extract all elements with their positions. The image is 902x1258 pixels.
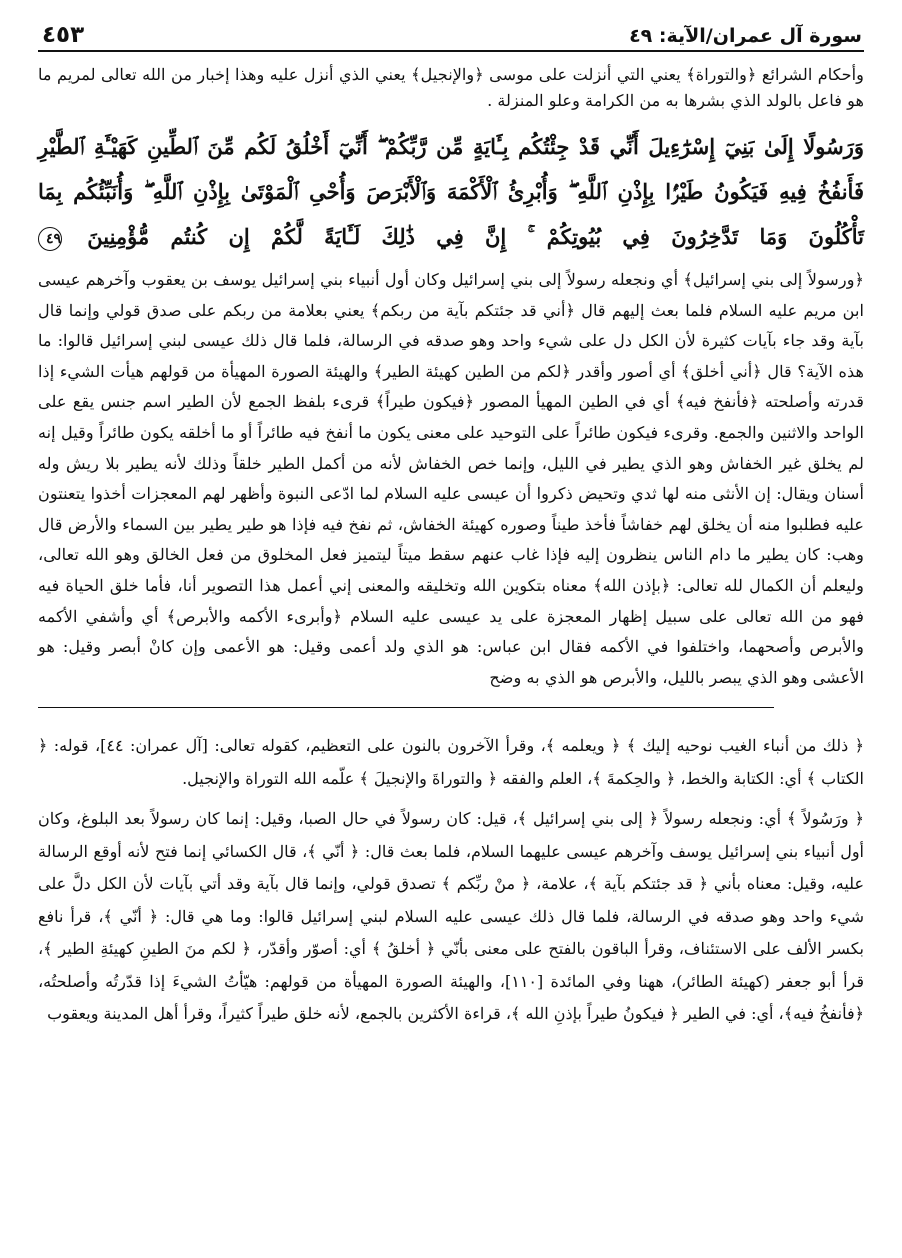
footnote-paragraph-2: ﴿ ورَسُولاً ﴾ أي: ونجعله رسولاً ﴿ إلى بني إسرائيل ﴾، قيل: كان رسولاً في حال الصبا، وقيل: إنما كان رسولاً بعد البلوغ، وكان أول أنبياء بني إسرائيل يوسف وآخرهم عيسى عليهما السلام، فلما بعث قال: ﴿ أنّي ﴾، قال الكسائي إنما فتح لأنه أوقع الرسالة عليه، وقيل: معناه بأني ﴿ قد جئتكم بآية ﴾، علامة، ﴿ منْ ربِّكم ﴾ تصدق قولي، وإنما قال بآية وقد أتي بآيات لأن الكل دلَّ على شيء واحد وهو صدقه في الرسالة، فلما قال ذلك عيسى عليه السلام لبني إسرائيل قالوا: وما هي قال: ﴿ أنّي ﴾، قرأ نافع بكسر الألف على الاستئناف، وقرأ الباقون بالفتح على معنى بأنّي ﴿ أخلقُ ﴾ أي: أصوّر وأقدّر، ﴿ لكم منَ الطينِ كهيئةِ الطير ﴾، قرأ أبو جعفر (كهيئة الطائر)، ههنا وفي المائدة [١١٠]، والهيئة الصورة المهيأة من قولهم: هيّأتُ الشيءَ إذا قدّرتُه وأصلحتُه، ﴿فأنفخُ فيه﴾، أي: في الطير ﴿ فيكونُ طيراً بإذنِ الله ﴾، قراءة الأكثرين بالجمع، لأنه خلق طيراً كثيراً، وقرأ أهل المدينة ويعقوب [38, 809, 865, 1024]
footnote-paragraph-1: ﴿ ذلك من أنباء الغيب نوحيه إليك ﴾ ﴿ ويعلمه ﴾، وقرأ الآخرون بالنون على التعظيم، كقوله تعالى: [آل عمران: ٤٤]، قوله: ﴿ الكتاب ﴾ أي: الكتابة والخط، ﴿ والحِكمةَ ﴾، العلم والفقه ﴿ والتوراةَ والإنجيلَ ﴾ علّمه الله التوراة والإنجيل. [38, 736, 864, 788]
verse-text: وَرَسُولًا إِلَىٰ بَنِيٓ إِسْرَٰٓءِيلَ أَنِّي قَدْ جِئْتُكُم بِـَٔايَةٍ مِّن رَّبِّكُمْ ۖ أَنِّيٓ أَخْلُقُ لَكُم مِّنَ ٱلطِّينِ كَهَيْـَٔةِ ٱلطَّيْرِ فَأَنفُخُ فِيهِ فَيَكُونُ طَيْرًۢا بِإِذْنِ ٱللَّهِ ۖ وَأُبْرِئُ ٱلْأَكْمَهَ وَٱلْأَبْرَصَ وَأُحْىِ ٱلْمَوْتَىٰ بِإِذْنِ ٱللَّهِ ۖ وَأُنَبِّئُكُم بِمَا تَأْكُلُونَ وَمَا تَدَّخِرُونَ فِي بُيُوتِكُمْ ۚ إِنَّ فِي ذَٰلِكَ لَـَٔايَةً لَّكُمْ إِن كُنتُم مُّؤْمِنِينَ [38, 134, 865, 249]
book-page [38, 14, 864, 1244]
surah-verse-title: سورة آل عمران/الآية: ٤٩ [629, 25, 862, 47]
commentary-paragraph: ﴿ورسولاً إلى بني إسرائيل﴾ أي ونجعله رسولاً إلى بني إسرائيل وكان أول أنبياء بني إسرائيل يوسف بن يعقوب وآخرهم عيسى ابن مريم عليه السلام فلما بعث إليهم قال ﴿أني قد جئتكم بآية من ربكم﴾ يعني بعلامة من ربكم على صدق قولي وإنما قال بآية وقد جاء بآيات كثيرة لأن الكل دل على شيء واحد وهو صدقه في الرسالة، فلما قال ذلك عيسى لبني إسرائيل قالوا: ما هذه الآية؟ قال ﴿أني أخلق﴾ أي أصور وأقدر ﴿لكم من الطين كهيئة الطير﴾ والهيئة الصورة المهيأة من قولهم هيأت الشيء إذا قدرته وأصلحته ﴿فأنفخ فيه﴾ أي في الطين المهيأ المصور ﴿فيكون طيراً﴾ قرىء بلفظ الجمع لأن الطير اسم جنس يقع على الواحد والاثنين والجمع. وقرىء فيكون طائراً على التوحيد على معنى يكون ما أنفخ فيه طائراً أو ما أخلقه يكون طائراً وقيل إنه لم يخلق غير الخفاش وهو الذي يطير في الليل، وإنما خص الخفاش لأنه من أكمل الطير خلقاً وذلك لأنه يطير بلا ريش وله أسنان ويقال: إن الأنثى منه لها ثدي وتحيض ذكروا أن عيسى عليه السلام لما ادّعى النبوة وأظهر لهم المعجزات أخذوا يتعنتون عليه فطلبوا منه أن يخلق لهم خفاشاً فأخذ طيناً وصوره كهيئة الخفاش، ثم نفخ فيه فإذا هو طير يطير بين السماء والأرض قال وهب: كان يطير ما دام الناس ينظرون إليه فإذا غاب عنهم سقط ميتاً ليتميز فعل المخلوق من فعل الخالق وهو الله تعالى، وليعلم أن الكمال لله تعالى: ﴿بإذن الله﴾ معناه بتكوين الله وتخليقه والمعنى إني أعمل هذا التصوير أنا، فأما خلق الحياة فيه فهو من الله تعالى على سبيل إظهار المعجزة على يد عيسى عليه السلام ﴿وأبرىء الأكمه والأبرص﴾ أي وأشفي الأكمه والأبرص وأصحهما، واختلفوا في الأكمه فقال ابن عباس: هو الذي ولد أعمى وقيل: هو الأعمى وإن كانْ أبصر وقيل: هو الأعشى وهو الذي يبصر بالليل، والأبرص هو الذي به وضح [38, 270, 864, 687]
intro-paragraph: وأحكام الشرائع ﴿والتوراة﴾ يعني التي أنزلت على موسى ﴿والإنجيل﴾ يعني الذي أنزل عليه وهذا إخبار من الله تعالى لمريم ما هو فاعل بالولد الذي بشرها به من الكرامة وعلو المنزلة . [38, 65, 864, 110]
quran-verse [38, 124, 864, 259]
running-header [38, 14, 864, 52]
verse-number-marker: ٤٩ [38, 227, 62, 251]
page-number: ٤٥٣ [42, 22, 85, 48]
footnote-divider [38, 707, 774, 708]
